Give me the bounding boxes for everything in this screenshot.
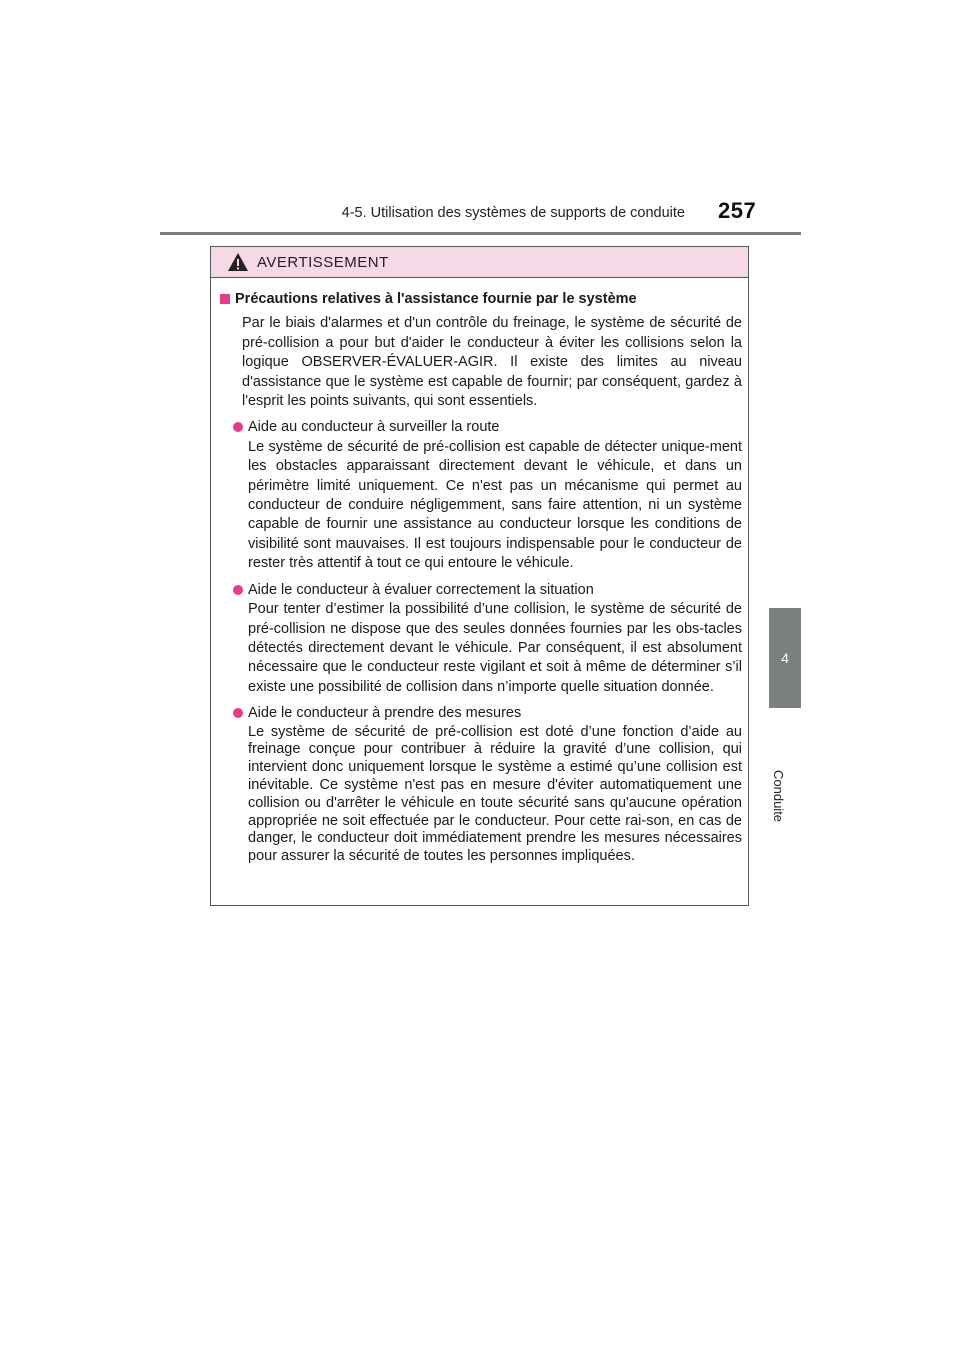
list-item <box>233 704 742 866</box>
warning-content <box>211 278 748 866</box>
circle-bullet-icon <box>233 585 243 595</box>
list-item-text: Le système de sécurité de pré-collision est doté d’une fonction d’aide au freinage conçue pour contribuer à réduire la gravité d’une collision, qui intervient donc uniquement lorsque le système a estimé qu’une collision est inévitable. Ce système n'est pas en mesure d'éviter automatiquement une collision ou d'arrêter le véhicule en toute sécurité sans qu'aucune opération appropriée ne soit effectuée par le conducteur. Pour cette rai-son, en cas de danger, le conducteur doit immédiatement prendre les mesures nécessaires pour assurer la sécurité de toutes les personnes impliquées. <box>248 723 742 865</box>
header-divider <box>160 232 801 235</box>
page-number: 257 <box>718 198 757 223</box>
subsection-heading <box>220 290 742 309</box>
list-item <box>233 418 742 573</box>
warning-box <box>210 246 749 906</box>
square-bullet-icon <box>220 294 230 304</box>
circle-bullet-icon <box>233 422 243 432</box>
warning-header <box>211 247 748 278</box>
list-item-title: Aide le conducteur à évaluer correctement la situation <box>248 581 594 598</box>
list-item <box>233 581 742 697</box>
intro-paragraph: Par le biais d'alarmes et d'un contrôle du freinage, le système de sécurité de pré-collision a pour but d'aider le conducteur à éviter les collisions selon la logique OBSERVER-ÉVALUER-AGIR. Il existe des limites au niveau d'assistance que le système est capable de fournir; par conséquent, gardez à l'esprit les points suivants, qui sont essentiels. <box>242 315 742 410</box>
list-item-title: Aide le conducteur à prendre des mesures <box>248 705 522 722</box>
warning-icon <box>227 252 249 272</box>
chapter-number: 4 <box>769 608 801 708</box>
circle-bullet-icon <box>233 708 243 718</box>
warning-title: AVERTISSEMENT <box>257 253 389 271</box>
section-title: 4-5. Utilisation des systèmes de supports de conduite <box>341 205 685 221</box>
list-item-text: Le système de sécurité de pré-collision est capable de détecter unique-ment les obstacles apparaissant directement devant le véhicule, et dans un périmètre limité uniquement. Ce n'est pas un mécanisme qui permet au conducteur de conduire négligemment, sans faire attention, ni un système capable de fournir une assistance au conducteur lorsque les conditions de visibilité sont mauvaises. Il est toujours indispensable pour le conducteur de rester très attentif à tout ce qui entoure le véhicule. <box>248 438 742 572</box>
list-item-text: Pour tenter d’estimer la possibilité d’une collision, le système de sécurité de pré-collision ne dispose que des seules données fournies par les obs-tacles détectés directement devant le véhicule. Par conséquent, il est absolument nécessaire que le conducteur reste vigilant et soit à même de déterminer s’il existe une possibilité de collision dans n’importe quelle situation donnée. <box>248 601 742 695</box>
chapter-tab <box>769 608 801 848</box>
subsection-heading-text: Précautions relatives à l'assistance fournie par le système <box>235 291 637 307</box>
chapter-label: Conduite <box>771 770 786 823</box>
list-item-title: Aide au conducteur à surveiller la route <box>248 419 500 436</box>
